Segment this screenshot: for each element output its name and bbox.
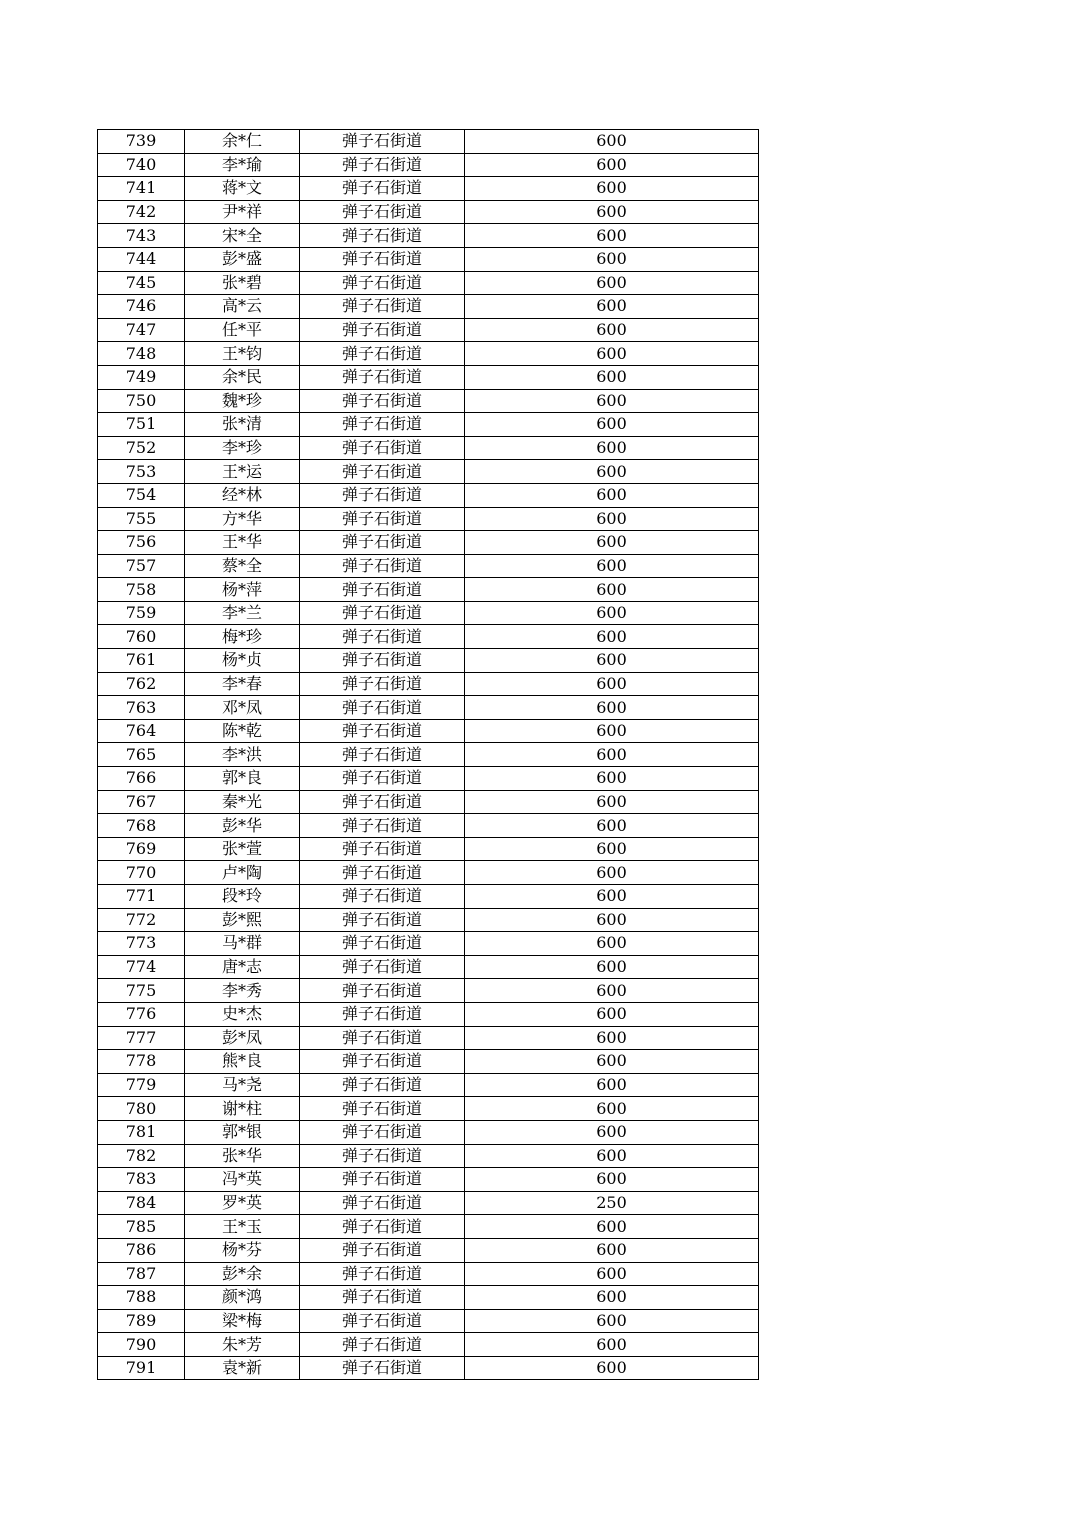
table-row <box>98 979 759 1003</box>
street-cell: 弹子石街道 <box>300 365 465 389</box>
name-cell: 王*运 <box>185 460 300 484</box>
street-cell: 弹子石街道 <box>300 1262 465 1286</box>
table-row <box>98 767 759 791</box>
amount-cell: 600 <box>465 153 759 177</box>
amount-cell: 600 <box>465 1168 759 1192</box>
serial-number-cell: 770 <box>98 861 185 885</box>
serial-number-cell: 761 <box>98 649 185 673</box>
name-cell: 李*秀 <box>185 979 300 1003</box>
street-cell: 弹子石街道 <box>300 389 465 413</box>
street-cell: 弹子石街道 <box>300 200 465 224</box>
amount-cell: 600 <box>465 601 759 625</box>
table-row <box>98 1333 759 1357</box>
amount-cell: 600 <box>465 1097 759 1121</box>
table-row <box>98 1002 759 1026</box>
amount-cell: 600 <box>465 507 759 531</box>
name-cell: 方*华 <box>185 507 300 531</box>
name-cell: 高*云 <box>185 295 300 319</box>
amount-cell: 600 <box>465 1238 759 1262</box>
table-row <box>98 1050 759 1074</box>
name-cell: 熊*良 <box>185 1050 300 1074</box>
serial-number-cell: 777 <box>98 1026 185 1050</box>
name-cell: 蔡*全 <box>185 554 300 578</box>
table-row <box>98 130 759 154</box>
table-row <box>98 601 759 625</box>
street-cell: 弹子石街道 <box>300 224 465 248</box>
street-cell: 弹子石街道 <box>300 318 465 342</box>
amount-cell: 600 <box>465 1002 759 1026</box>
serial-number-cell: 763 <box>98 696 185 720</box>
street-cell: 弹子石街道 <box>300 130 465 154</box>
table-row <box>98 1262 759 1286</box>
street-cell: 弹子石街道 <box>300 1286 465 1310</box>
table-row <box>98 814 759 838</box>
name-cell: 尹*祥 <box>185 200 300 224</box>
table-row <box>98 672 759 696</box>
street-cell: 弹子石街道 <box>300 578 465 602</box>
street-cell: 弹子石街道 <box>300 932 465 956</box>
name-cell: 彭*余 <box>185 1262 300 1286</box>
street-cell: 弹子石街道 <box>300 1026 465 1050</box>
serial-number-cell: 780 <box>98 1097 185 1121</box>
amount-cell: 600 <box>465 247 759 271</box>
name-cell: 魏*珍 <box>185 389 300 413</box>
amount-cell: 600 <box>465 1356 759 1380</box>
amount-cell: 600 <box>465 554 759 578</box>
serial-number-cell: 743 <box>98 224 185 248</box>
name-cell: 冯*英 <box>185 1168 300 1192</box>
table-row <box>98 413 759 437</box>
amount-cell: 600 <box>465 790 759 814</box>
table-row <box>98 554 759 578</box>
serial-number-cell: 741 <box>98 177 185 201</box>
street-cell: 弹子石街道 <box>300 719 465 743</box>
name-cell: 卢*陶 <box>185 861 300 885</box>
serial-number-cell: 785 <box>98 1215 185 1239</box>
street-cell: 弹子石街道 <box>300 790 465 814</box>
table-row <box>98 932 759 956</box>
street-cell: 弹子石街道 <box>300 1356 465 1380</box>
street-cell: 弹子石街道 <box>300 1238 465 1262</box>
name-cell: 任*平 <box>185 318 300 342</box>
name-cell: 杨*芬 <box>185 1238 300 1262</box>
table-row <box>98 1097 759 1121</box>
serial-number-cell: 753 <box>98 460 185 484</box>
name-cell: 彭*华 <box>185 814 300 838</box>
serial-number-cell: 745 <box>98 271 185 295</box>
name-cell: 梁*梅 <box>185 1309 300 1333</box>
name-cell: 秦*光 <box>185 790 300 814</box>
serial-number-cell: 764 <box>98 719 185 743</box>
table-row <box>98 1191 759 1215</box>
serial-number-cell: 748 <box>98 342 185 366</box>
data-table <box>97 129 759 1380</box>
table-row <box>98 955 759 979</box>
table-row <box>98 790 759 814</box>
table-row <box>98 1073 759 1097</box>
amount-cell: 600 <box>465 200 759 224</box>
street-cell: 弹子石街道 <box>300 413 465 437</box>
table-row <box>98 483 759 507</box>
street-cell: 弹子石街道 <box>300 153 465 177</box>
street-cell: 弹子石街道 <box>300 507 465 531</box>
amount-cell: 250 <box>465 1191 759 1215</box>
name-cell: 梅*珍 <box>185 625 300 649</box>
serial-number-cell: 742 <box>98 200 185 224</box>
amount-cell: 600 <box>465 767 759 791</box>
serial-number-cell: 750 <box>98 389 185 413</box>
amount-cell: 600 <box>465 955 759 979</box>
table-row <box>98 885 759 909</box>
serial-number-cell: 775 <box>98 979 185 1003</box>
name-cell: 余*仁 <box>185 130 300 154</box>
amount-cell: 600 <box>465 531 759 555</box>
street-cell: 弹子石街道 <box>300 625 465 649</box>
table-row <box>98 837 759 861</box>
amount-cell: 600 <box>465 979 759 1003</box>
amount-cell: 600 <box>465 436 759 460</box>
serial-number-cell: 767 <box>98 790 185 814</box>
amount-cell: 600 <box>465 460 759 484</box>
table-row <box>98 460 759 484</box>
name-cell: 郭*良 <box>185 767 300 791</box>
table-row <box>98 1238 759 1262</box>
street-cell: 弹子石街道 <box>300 696 465 720</box>
table-row <box>98 507 759 531</box>
amount-cell: 600 <box>465 295 759 319</box>
amount-cell: 600 <box>465 1215 759 1239</box>
name-cell: 朱*芳 <box>185 1333 300 1357</box>
street-cell: 弹子石街道 <box>300 460 465 484</box>
name-cell: 段*玲 <box>185 885 300 909</box>
name-cell: 蒋*文 <box>185 177 300 201</box>
amount-cell: 600 <box>465 413 759 437</box>
serial-number-cell: 787 <box>98 1262 185 1286</box>
amount-cell: 600 <box>465 483 759 507</box>
serial-number-cell: 754 <box>98 483 185 507</box>
table-row <box>98 1168 759 1192</box>
amount-cell: 600 <box>465 861 759 885</box>
table-row <box>98 625 759 649</box>
table-body <box>98 130 759 1380</box>
table-row <box>98 696 759 720</box>
serial-number-cell: 774 <box>98 955 185 979</box>
table-row <box>98 1309 759 1333</box>
name-cell: 陈*乾 <box>185 719 300 743</box>
serial-number-cell: 751 <box>98 413 185 437</box>
street-cell: 弹子石街道 <box>300 295 465 319</box>
serial-number-cell: 768 <box>98 814 185 838</box>
name-cell: 唐*志 <box>185 955 300 979</box>
serial-number-cell: 789 <box>98 1309 185 1333</box>
street-cell: 弹子石街道 <box>300 955 465 979</box>
street-cell: 弹子石街道 <box>300 885 465 909</box>
table-row <box>98 342 759 366</box>
amount-cell: 600 <box>465 271 759 295</box>
amount-cell: 600 <box>465 885 759 909</box>
name-cell: 王*华 <box>185 531 300 555</box>
amount-cell: 600 <box>465 177 759 201</box>
serial-number-cell: 786 <box>98 1238 185 1262</box>
street-cell: 弹子石街道 <box>300 1191 465 1215</box>
serial-number-cell: 778 <box>98 1050 185 1074</box>
street-cell: 弹子石街道 <box>300 908 465 932</box>
table-row <box>98 1120 759 1144</box>
serial-number-cell: 752 <box>98 436 185 460</box>
serial-number-cell: 788 <box>98 1286 185 1310</box>
street-cell: 弹子石街道 <box>300 1050 465 1074</box>
amount-cell: 600 <box>465 1050 759 1074</box>
serial-number-cell: 747 <box>98 318 185 342</box>
street-cell: 弹子石街道 <box>300 271 465 295</box>
table-row <box>98 908 759 932</box>
table-row <box>98 295 759 319</box>
street-cell: 弹子石街道 <box>300 743 465 767</box>
table-row <box>98 318 759 342</box>
name-cell: 李*春 <box>185 672 300 696</box>
serial-number-cell: 784 <box>98 1191 185 1215</box>
street-cell: 弹子石街道 <box>300 1168 465 1192</box>
street-cell: 弹子石街道 <box>300 436 465 460</box>
table-row <box>98 177 759 201</box>
street-cell: 弹子石街道 <box>300 177 465 201</box>
name-cell: 杨*萍 <box>185 578 300 602</box>
amount-cell: 600 <box>465 1262 759 1286</box>
street-cell: 弹子石街道 <box>300 1309 465 1333</box>
name-cell: 李*兰 <box>185 601 300 625</box>
name-cell: 马*尧 <box>185 1073 300 1097</box>
name-cell: 郭*银 <box>185 1120 300 1144</box>
table-row <box>98 153 759 177</box>
serial-number-cell: 759 <box>98 601 185 625</box>
serial-number-cell: 760 <box>98 625 185 649</box>
serial-number-cell: 791 <box>98 1356 185 1380</box>
name-cell: 史*杰 <box>185 1002 300 1026</box>
street-cell: 弹子石街道 <box>300 767 465 791</box>
name-cell: 张*清 <box>185 413 300 437</box>
street-cell: 弹子石街道 <box>300 649 465 673</box>
street-cell: 弹子石街道 <box>300 1333 465 1357</box>
amount-cell: 600 <box>465 1120 759 1144</box>
amount-cell: 600 <box>465 1144 759 1168</box>
name-cell: 王*玉 <box>185 1215 300 1239</box>
street-cell: 弹子石街道 <box>300 861 465 885</box>
street-cell: 弹子石街道 <box>300 979 465 1003</box>
amount-cell: 600 <box>465 932 759 956</box>
table-row <box>98 719 759 743</box>
serial-number-cell: 782 <box>98 1144 185 1168</box>
serial-number-cell: 755 <box>98 507 185 531</box>
table-row <box>98 578 759 602</box>
table-row <box>98 224 759 248</box>
street-cell: 弹子石街道 <box>300 814 465 838</box>
serial-number-cell: 744 <box>98 247 185 271</box>
serial-number-cell: 740 <box>98 153 185 177</box>
street-cell: 弹子石街道 <box>300 531 465 555</box>
name-cell: 彭*凤 <box>185 1026 300 1050</box>
street-cell: 弹子石街道 <box>300 1120 465 1144</box>
name-cell: 马*群 <box>185 932 300 956</box>
street-cell: 弹子石街道 <box>300 601 465 625</box>
amount-cell: 600 <box>465 719 759 743</box>
amount-cell: 600 <box>465 224 759 248</box>
table-row <box>98 271 759 295</box>
table-row <box>98 200 759 224</box>
name-cell: 张*碧 <box>185 271 300 295</box>
amount-cell: 600 <box>465 130 759 154</box>
street-cell: 弹子石街道 <box>300 342 465 366</box>
serial-number-cell: 757 <box>98 554 185 578</box>
serial-number-cell: 790 <box>98 1333 185 1357</box>
table-row <box>98 649 759 673</box>
amount-cell: 600 <box>465 578 759 602</box>
table-row <box>98 743 759 767</box>
table-row <box>98 1026 759 1050</box>
amount-cell: 600 <box>465 1026 759 1050</box>
serial-number-cell: 783 <box>98 1168 185 1192</box>
name-cell: 宋*全 <box>185 224 300 248</box>
serial-number-cell: 781 <box>98 1120 185 1144</box>
amount-cell: 600 <box>465 1309 759 1333</box>
street-cell: 弹子石街道 <box>300 837 465 861</box>
street-cell: 弹子石街道 <box>300 1097 465 1121</box>
amount-cell: 600 <box>465 1286 759 1310</box>
amount-cell: 600 <box>465 1073 759 1097</box>
amount-cell: 600 <box>465 1333 759 1357</box>
amount-cell: 600 <box>465 672 759 696</box>
table-row <box>98 1144 759 1168</box>
street-cell: 弹子石街道 <box>300 1215 465 1239</box>
table-row <box>98 389 759 413</box>
amount-cell: 600 <box>465 365 759 389</box>
street-cell: 弹子石街道 <box>300 672 465 696</box>
name-cell: 袁*新 <box>185 1356 300 1380</box>
serial-number-cell: 779 <box>98 1073 185 1097</box>
amount-cell: 600 <box>465 814 759 838</box>
serial-number-cell: 758 <box>98 578 185 602</box>
name-cell: 王*钧 <box>185 342 300 366</box>
amount-cell: 600 <box>465 389 759 413</box>
name-cell: 李*洪 <box>185 743 300 767</box>
name-cell: 张*华 <box>185 1144 300 1168</box>
amount-cell: 600 <box>465 318 759 342</box>
table-row <box>98 365 759 389</box>
table-row <box>98 1286 759 1310</box>
name-cell: 李*瑜 <box>185 153 300 177</box>
table-row <box>98 531 759 555</box>
street-cell: 弹子石街道 <box>300 554 465 578</box>
serial-number-cell: 762 <box>98 672 185 696</box>
table-row <box>98 247 759 271</box>
name-cell: 彭*熙 <box>185 908 300 932</box>
serial-number-cell: 769 <box>98 837 185 861</box>
amount-cell: 600 <box>465 743 759 767</box>
street-cell: 弹子石街道 <box>300 483 465 507</box>
serial-number-cell: 749 <box>98 365 185 389</box>
amount-cell: 600 <box>465 342 759 366</box>
serial-number-cell: 746 <box>98 295 185 319</box>
table-row <box>98 1356 759 1380</box>
serial-number-cell: 766 <box>98 767 185 791</box>
serial-number-cell: 773 <box>98 932 185 956</box>
name-cell: 颜*鸿 <box>185 1286 300 1310</box>
serial-number-cell: 771 <box>98 885 185 909</box>
serial-number-cell: 776 <box>98 1002 185 1026</box>
amount-cell: 600 <box>465 649 759 673</box>
street-cell: 弹子石街道 <box>300 1002 465 1026</box>
name-cell: 彭*盛 <box>185 247 300 271</box>
serial-number-cell: 765 <box>98 743 185 767</box>
amount-cell: 600 <box>465 625 759 649</box>
amount-cell: 600 <box>465 696 759 720</box>
name-cell: 邓*凤 <box>185 696 300 720</box>
name-cell: 杨*贞 <box>185 649 300 673</box>
serial-number-cell: 756 <box>98 531 185 555</box>
street-cell: 弹子石街道 <box>300 247 465 271</box>
name-cell: 经*林 <box>185 483 300 507</box>
name-cell: 谢*柱 <box>185 1097 300 1121</box>
amount-cell: 600 <box>465 837 759 861</box>
name-cell: 罗*英 <box>185 1191 300 1215</box>
serial-number-cell: 739 <box>98 130 185 154</box>
amount-cell: 600 <box>465 908 759 932</box>
name-cell: 余*民 <box>185 365 300 389</box>
table-row <box>98 861 759 885</box>
street-cell: 弹子石街道 <box>300 1073 465 1097</box>
serial-number-cell: 772 <box>98 908 185 932</box>
name-cell: 张*萱 <box>185 837 300 861</box>
table-row <box>98 436 759 460</box>
street-cell: 弹子石街道 <box>300 1144 465 1168</box>
name-cell: 李*珍 <box>185 436 300 460</box>
table-row <box>98 1215 759 1239</box>
